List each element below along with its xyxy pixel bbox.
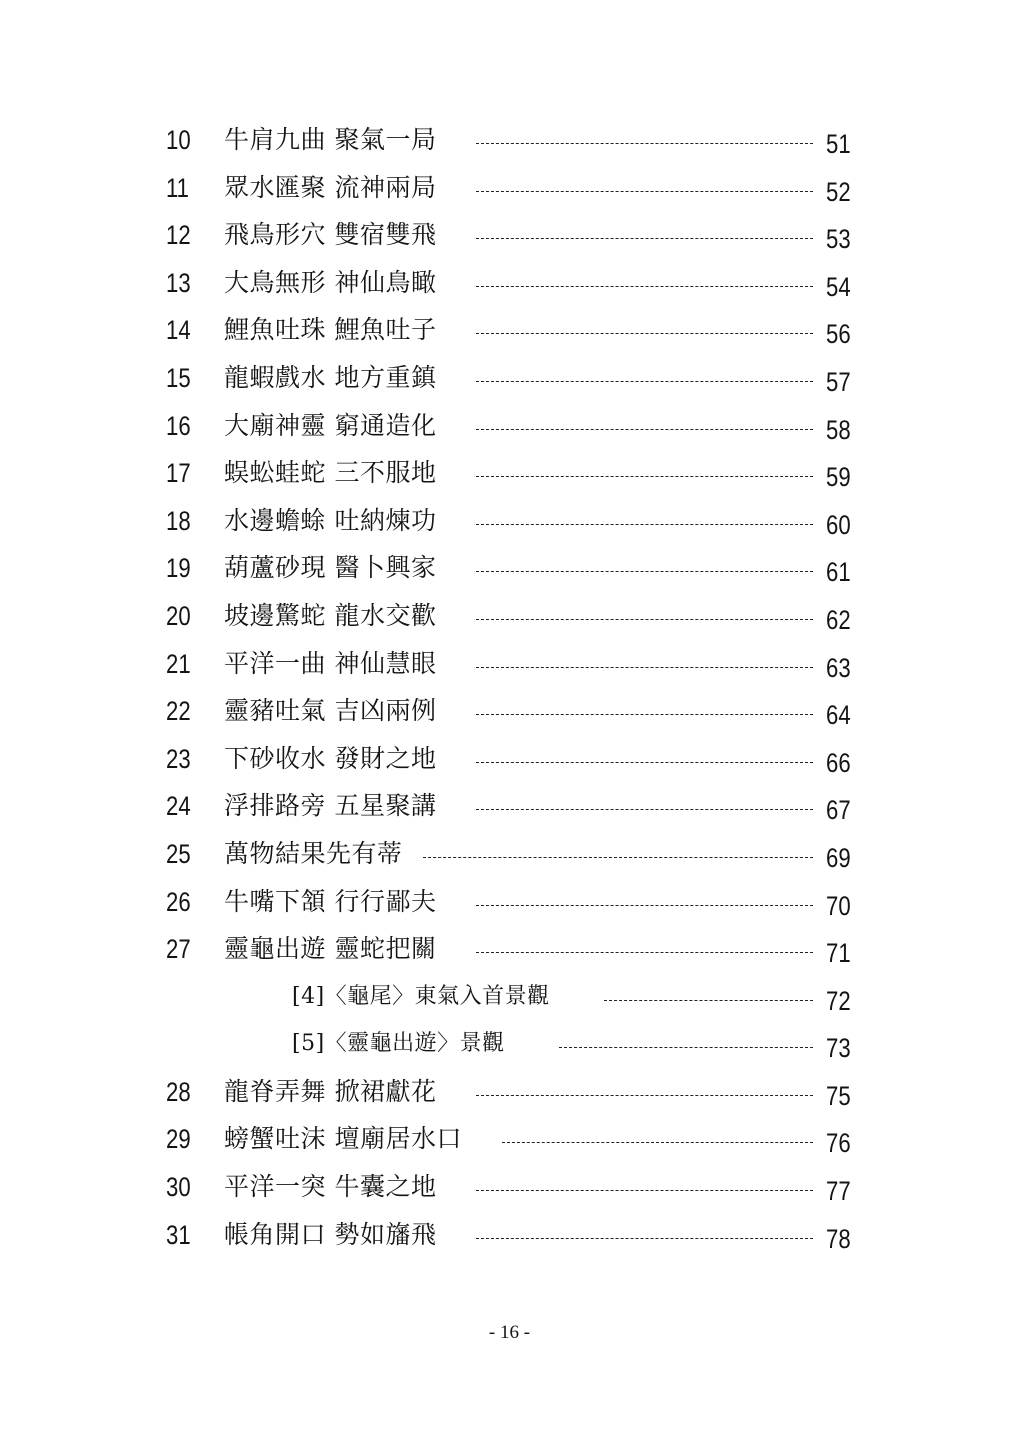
toc-entry-number: 31 xyxy=(166,1219,191,1250)
toc-entry-page: 62 xyxy=(826,604,851,635)
toc-entry-number: 30 xyxy=(166,1172,191,1203)
toc-entry-title: [4]〈龜尾〉東氣入首景觀 xyxy=(292,983,550,1009)
toc-entry-number: 25 xyxy=(166,838,191,869)
toc-entry-title: 坡邊驚蛇 龍水交歡 xyxy=(224,600,437,630)
toc-entry-title: 牛肩九曲 聚氣一局 xyxy=(224,125,437,154)
toc-entry-number: 19 xyxy=(166,553,191,584)
toc-entry xyxy=(0,1212,1019,1260)
toc-entry-number: 23 xyxy=(166,743,191,774)
toc-entry-number: 22 xyxy=(166,696,191,727)
toc-leader-dashes xyxy=(476,143,813,144)
toc-entry-page: 73 xyxy=(826,1033,851,1064)
toc-leader-dashes xyxy=(476,238,813,239)
table-of-contents xyxy=(0,117,1019,1259)
toc-entry-title: 平洋一突 牛囊之地 xyxy=(224,1172,437,1202)
toc-entry-title: 飛鳥形穴 雙宿雙飛 xyxy=(224,220,437,250)
toc-entry-page: 76 xyxy=(826,1128,851,1159)
toc-entry-title: 龍蝦戲水 地方重鎮 xyxy=(224,362,437,392)
toc-entry-page: 61 xyxy=(826,557,851,588)
toc-entry-title: 靈龜出遊 靈蛇把關 xyxy=(224,934,437,964)
toc-entry xyxy=(0,783,1019,831)
toc-entry xyxy=(0,545,1019,593)
toc-entry-number: 14 xyxy=(166,315,191,346)
toc-leader-dashes xyxy=(423,857,813,858)
toc-entry-title: 大鳥無形 神仙鳥瞰 xyxy=(224,267,437,297)
toc-entry xyxy=(0,450,1019,498)
toc-entry-page: 60 xyxy=(826,509,851,540)
toc-entry-page: 63 xyxy=(826,652,851,683)
toc-entry-page: 66 xyxy=(826,747,851,778)
toc-entry-page: 58 xyxy=(826,414,851,445)
toc-entry-title: 蜈蚣蛙蛇 三不服地 xyxy=(224,458,437,488)
toc-entry-number: 21 xyxy=(166,648,191,679)
toc-entry-title: 浮排路旁 五星聚講 xyxy=(224,791,437,821)
toc-leader-dashes xyxy=(476,524,813,525)
toc-entry xyxy=(0,831,1019,879)
toc-entry-page: 77 xyxy=(826,1176,851,1207)
toc-entry-page: 69 xyxy=(826,842,851,873)
toc-leader-dashes xyxy=(476,571,813,572)
toc-entry xyxy=(0,307,1019,355)
toc-leader-dashes xyxy=(476,619,813,620)
toc-entry-title: 萬物結果先有蒂 xyxy=(224,838,403,868)
page-footer-number: - 16 - xyxy=(488,1322,531,1343)
toc-entry xyxy=(0,165,1019,213)
toc-entry-number: 11 xyxy=(166,172,189,203)
toc-entry-page: 71 xyxy=(826,938,851,969)
toc-entry xyxy=(0,879,1019,927)
toc-entry xyxy=(0,1116,1019,1164)
toc-leader-dashes xyxy=(476,1190,813,1191)
toc-leader-dashes xyxy=(476,381,813,382)
toc-entry-title: 水邊蟾蜍 吐納煉功 xyxy=(224,505,437,535)
toc-entry-page: 75 xyxy=(826,1080,851,1111)
toc-leader-dashes xyxy=(476,1095,813,1096)
toc-entry xyxy=(0,212,1019,260)
toc-leader-dashes xyxy=(476,476,813,477)
toc-entry-number: 29 xyxy=(166,1124,191,1155)
toc-entry-number: 12 xyxy=(166,220,191,251)
toc-entry-number: 18 xyxy=(166,505,191,536)
toc-leader-dashes xyxy=(502,1142,813,1143)
toc-entry-title: 龍脊弄舞 掀裙獻花 xyxy=(224,1076,437,1106)
toc-entry-number: 20 xyxy=(166,600,191,631)
toc-entry-title: 下砂收水 發財之地 xyxy=(224,743,437,773)
toc-entry xyxy=(0,736,1019,784)
toc-entry-page: 70 xyxy=(826,890,851,921)
toc-entry-title: 靈豬吐氣 吉凶兩例 xyxy=(224,696,437,726)
toc-entry xyxy=(0,1164,1019,1212)
toc-entry-page: 67 xyxy=(826,795,851,826)
toc-leader-dashes xyxy=(476,1238,813,1239)
toc-entry-page: 56 xyxy=(826,319,851,350)
toc-entry-number: 26 xyxy=(166,886,191,917)
toc-entry-number: 24 xyxy=(166,791,191,822)
toc-entry-page: 57 xyxy=(826,366,851,397)
toc-leader-dashes xyxy=(476,809,813,810)
toc-leader-dashes xyxy=(476,191,813,192)
toc-entry-title: [5]〈靈龜出遊〉景觀 xyxy=(292,1031,505,1057)
toc-entry xyxy=(0,498,1019,546)
toc-entry-number: 17 xyxy=(166,458,191,489)
toc-entry-page: 59 xyxy=(826,462,851,493)
toc-entry xyxy=(0,688,1019,736)
toc-entry-page: 64 xyxy=(826,700,851,731)
toc-entry-number: 15 xyxy=(166,362,191,393)
toc-entry-title: 帳角開口 勢如旛飛 xyxy=(224,1219,437,1249)
toc-entry-title: 大廟神靈 窮通造化 xyxy=(224,410,437,440)
toc-entry-title: 螃蟹吐沫 壇廟居水口 xyxy=(224,1124,462,1154)
toc-leader-dashes xyxy=(476,905,813,906)
toc-entry-title: 眾水匯聚 流神兩局 xyxy=(224,172,437,202)
toc-leader-dashes xyxy=(476,667,813,668)
toc-entry-page: 52 xyxy=(826,176,851,207)
toc-entry xyxy=(0,355,1019,403)
toc-entry-number: 27 xyxy=(166,934,191,965)
toc-leader-dashes xyxy=(476,714,813,715)
toc-entry xyxy=(0,926,1019,974)
toc-entry xyxy=(0,593,1019,641)
toc-entry-title: 平洋一曲 神仙慧眼 xyxy=(224,648,437,678)
toc-leader-dashes xyxy=(476,333,813,334)
toc-entry xyxy=(0,117,1019,165)
toc-entry xyxy=(0,974,1019,1022)
toc-entry xyxy=(0,641,1019,689)
toc-entry xyxy=(0,1069,1019,1117)
toc-entry xyxy=(0,260,1019,308)
toc-leader-dashes xyxy=(559,1047,813,1048)
toc-entry-number: 28 xyxy=(166,1076,191,1107)
toc-entry-page: 54 xyxy=(826,271,851,302)
toc-entry-page: 53 xyxy=(826,224,851,255)
toc-leader-dashes xyxy=(476,952,813,953)
toc-entry xyxy=(0,403,1019,451)
toc-entry-title: 鯉魚吐珠 鯉魚吐子 xyxy=(224,315,437,345)
toc-entry-page: 78 xyxy=(826,1223,851,1254)
toc-entry-number: 13 xyxy=(166,267,191,298)
toc-leader-dashes xyxy=(476,429,813,430)
toc-leader-dashes xyxy=(476,286,813,287)
toc-entry-page: 51 xyxy=(826,129,851,159)
toc-entry-number: 16 xyxy=(166,410,191,441)
toc-entry xyxy=(0,1021,1019,1069)
toc-entry-page: 72 xyxy=(826,985,851,1016)
toc-entry-title: 牛嘴下頷 行行鄙夫 xyxy=(224,886,437,916)
toc-leader-dashes xyxy=(604,1000,813,1001)
toc-entry-number: 10 xyxy=(166,125,191,155)
toc-leader-dashes xyxy=(476,762,813,763)
toc-entry-title: 葫蘆砂現 醫卜興家 xyxy=(224,553,437,583)
